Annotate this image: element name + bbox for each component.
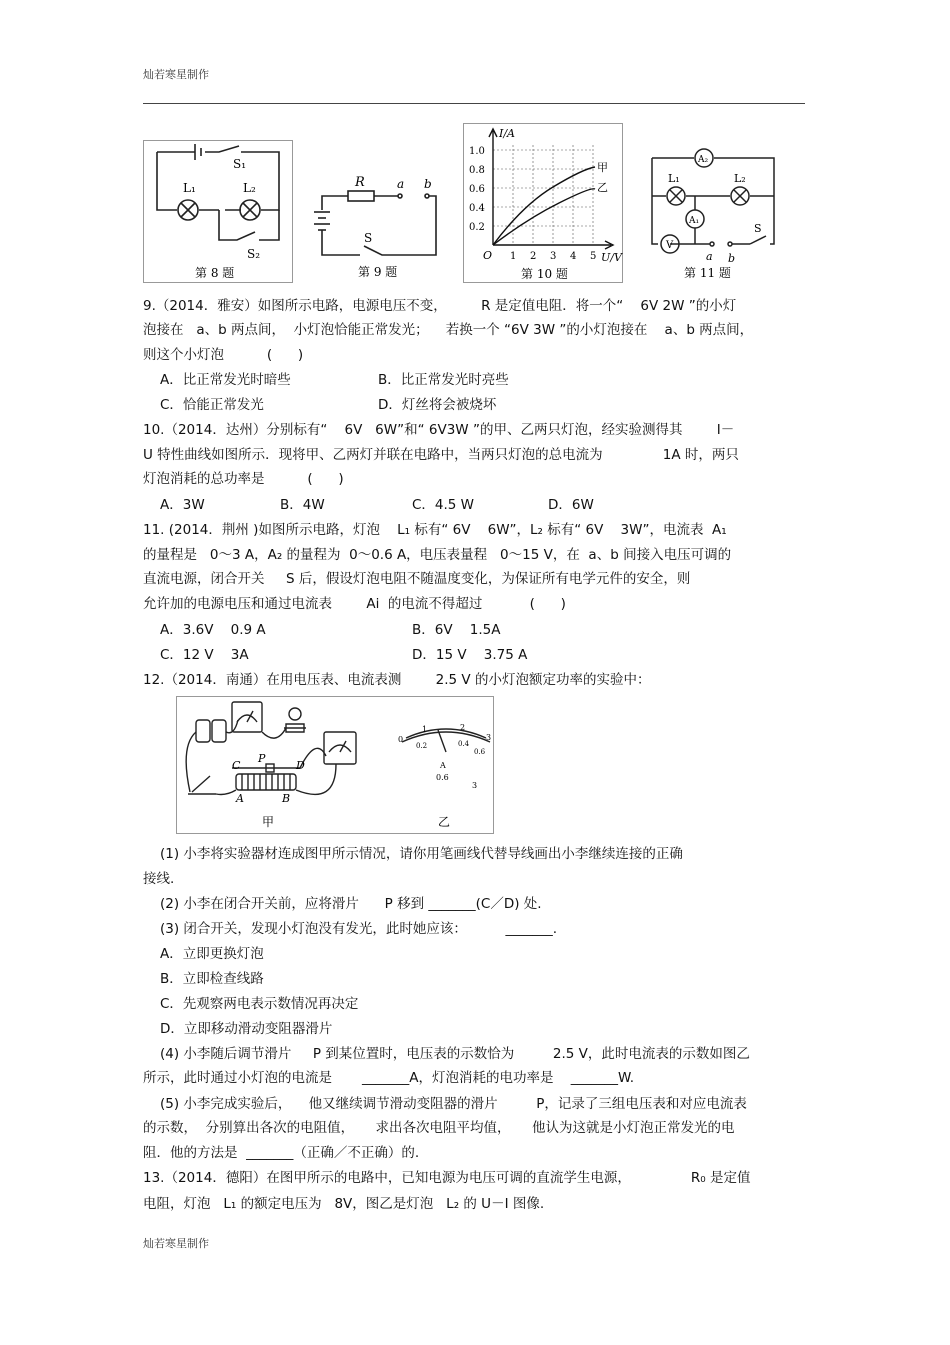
fig9-label-r: R [355, 175, 365, 190]
fig12-terminal-3: 3 [472, 781, 478, 790]
fig11-caption: 第 11 题 [684, 266, 731, 280]
q12-sub-5-cont-1: 的示数， 分别算出各次的电阻值， 求出各次电阻平均值， 他认为这就是小灯泡正常发光的电 [143, 1120, 735, 1136]
fig11-label-l1: L₁ [668, 172, 680, 185]
q12-sub-1: (1) 小李将实验器材连成图甲所示情况，请你用笔画线代替导线画出小李继续连接的正确 [160, 846, 683, 862]
fig10-yaxis-label: I/A [499, 127, 515, 140]
q10-option-a: A．3W [160, 497, 205, 513]
fig8-label-l2: L₂ [243, 181, 256, 195]
fig12-label-c: C [232, 759, 241, 772]
q9-option-b: B．比正常发光时亮些 [378, 372, 509, 388]
q9-option-c: C．恰能正常发光 [160, 397, 264, 413]
header-rule [143, 103, 805, 104]
q10-option-b: B．4W [280, 497, 325, 513]
page-header: 灿若寒星制作 [143, 68, 209, 81]
q11-option-c: C．12 V 3A [160, 647, 249, 663]
fig10-ytick-2: 0.8 [469, 165, 485, 176]
fig12-inner-2: 0.6 [474, 748, 486, 756]
fig10-origin: O [483, 249, 493, 262]
q10-option-d: D．6W [548, 497, 594, 513]
q12-sub-5: (5) 小李完成实验后， 他又继续调节滑动变阻器的滑片 P，记录了三组电压表和对应电流表 [160, 1096, 747, 1112]
fig10-xtick-5: 5 [590, 251, 597, 262]
q9-line-1: 9.（2014．雅安）如图所示电路，电源电压不变， R 是定值电阻．将一个“ 6V 2W ”的小灯 [143, 298, 737, 314]
fig11-meter-v: V [666, 240, 674, 251]
q12-sub-4-cont: 所示，此时通过小灯泡的电流是 _______A，灯泡消耗的电功率是 _______W. [143, 1070, 635, 1086]
fig12-label-b: B [282, 792, 291, 805]
q12-sub-4: (4) 小李随后调节滑片 P 到某位置时，电压表的示数恰为 2.5 V，此时电流表的示数如图乙 [160, 1046, 750, 1062]
q10-option-c: C．4.5 W [412, 497, 475, 513]
q10-line-1: 10.（2014．达州）分别标有“ 6V 6W”和“ 6V3W ”的甲、乙两只灯泡，经实验测得其 I－ [143, 422, 735, 438]
fig11-meter-a1: A₁ [689, 216, 700, 226]
figure-10-graph [463, 123, 623, 283]
q11-option-a: A．3.6V 0.9 A [160, 622, 266, 638]
figure-12-apparatus [176, 696, 494, 834]
fig9-caption: 第 9 题 [358, 265, 398, 279]
fig10-ytick-3: 0.6 [469, 184, 485, 195]
q11-option-b: B．6V 1.5A [412, 622, 501, 638]
fig10-series-jia: 甲 [597, 161, 608, 174]
q13-line-1: 13.（2014．德阳）在图甲所示的电路中，已知电源为电压可调的直流学生电源， R₀ 是定值 [143, 1170, 751, 1186]
q11-line-4: 允许加的电源电压和通过电流表 Ai 的电流不得超过 ( ) [143, 596, 566, 612]
fig12-caption-yi: 乙 [438, 815, 451, 829]
fig12-scale-1: 1 [422, 725, 428, 734]
fig10-xtick-2: 2 [530, 251, 537, 262]
q10-line-3: 灯泡消耗的总功率是 ( ) [143, 471, 344, 487]
q12-intro: 12.（2014．南通）在用电压表、电流表测 2.5 V 的小灯泡额定功率的实验中： [143, 672, 651, 688]
q9-line-2: 泡接在 a、b 两点间， 小灯泡恰能正常发光； 若换一个 “6V 3W ”的小灯泡接在 a、b 两点间， [143, 322, 754, 338]
page-footer: 灿若寒星制作 [143, 1237, 209, 1250]
q11-line-3: 直流电源，闭合开关 S 后，假设灯泡电阻不随温度变化，为保证所有电学元件的安全，则 [143, 571, 691, 587]
q13-line-2: 电阻，灯泡 L₁ 的额定电压为 8V，图乙是灯泡 L₂ 的 U－I 图像. [143, 1196, 545, 1212]
fig10-xtick-1: 1 [510, 251, 517, 262]
fig12-label-p: P [258, 752, 266, 765]
q9-option-a: A．比正常发光时暗些 [160, 372, 291, 388]
q12-sub-2: (2) 小李在闭合开关前，应将滑片 P 移到 _______(C／D) 处. [160, 896, 542, 912]
q12-sub-3-option-d: D．立即移动滑动变阻器滑片 [160, 1021, 333, 1037]
fig11-meter-a2: A₂ [698, 155, 709, 165]
fig11-label-a: a [706, 250, 713, 263]
figure-8-circuit [143, 140, 293, 283]
q11-line-1: 11. (2014．荆州 )如图所示电路，灯泡 L₁ 标有“ 6V 6W”，L₂ 标有“ 6V 3W”，电流表 A₁ [143, 522, 727, 538]
fig11-label-s: S [754, 222, 762, 235]
fig11-label-b: b [728, 252, 736, 265]
fig10-caption: 第 10 题 [521, 267, 568, 281]
fig12-scale-2: 2 [460, 723, 466, 732]
fig10-ytick-5: 0.2 [469, 222, 485, 233]
q9-option-d: D．灯丝将会被烧坏 [378, 397, 497, 413]
fig12-terminal-06: 0.6 [436, 773, 449, 782]
fig8-label-s1: S₁ [233, 157, 247, 171]
fig12-terminal-a: A [440, 761, 446, 770]
q12-sub-3-option-b: B．立即检查线路 [160, 971, 264, 987]
q9-line-3: 则这个小灯泡 ( ) [143, 347, 304, 363]
fig9-label-s: S [364, 231, 373, 245]
fig12-inner-0: 0.2 [416, 742, 428, 750]
figure-11-circuit [640, 140, 785, 283]
fig11-label-l2: L₂ [734, 172, 746, 185]
q12-sub-3: (3) 闭合开关，发现小灯泡没有发光，此时她应该： _______. [160, 921, 558, 937]
fig10-xtick-3: 3 [550, 251, 557, 262]
fig9-label-a: a [397, 177, 405, 191]
q10-line-2: U 特性曲线如图所示．现将甲、乙两灯并联在电路中，当两只灯泡的总电流为 1A 时，两只 [143, 447, 739, 463]
fig12-label-a: A [236, 792, 244, 805]
fig10-xtick-4: 4 [570, 251, 577, 262]
fig12-scale-0: 0 [398, 735, 404, 744]
fig12-caption-jia: 甲 [262, 815, 275, 829]
q11-line-2: 的量程是 0～3 A，A₂ 的量程为 0～0.6 A，电压表量程 0～15 V，在 a、b 间接入电压可调的 [143, 547, 732, 563]
q12-sub-1-cont: 接线. [143, 871, 175, 887]
fig10-ytick-1: 1.0 [469, 146, 485, 157]
fig8-label-s2: S₂ [247, 247, 261, 261]
figure-9-circuit [300, 160, 450, 283]
q12-sub-3-option-a: A．立即更换灯泡 [160, 946, 264, 962]
q11-option-d: D．15 V 3.75 A [412, 647, 528, 663]
fig9-label-b: b [424, 177, 432, 191]
fig12-scale-3: 3 [486, 733, 492, 742]
fig10-xaxis-label: U/V [601, 251, 622, 264]
q12-sub-5-cont-2: 阻．他的方法是 _______（正确／不正确）的. [143, 1145, 420, 1161]
q12-sub-3-option-c: C．先观察两电表示数情况再决定 [160, 996, 359, 1012]
fig8-label-l1: L₁ [183, 181, 196, 195]
fig8-caption: 第 8 题 [195, 266, 235, 280]
fig10-ytick-4: 0.4 [469, 203, 485, 214]
fig10-series-yi: 乙 [597, 181, 608, 194]
fig12-inner-1: 0.4 [458, 740, 470, 748]
fig12-label-d: D [296, 759, 305, 772]
